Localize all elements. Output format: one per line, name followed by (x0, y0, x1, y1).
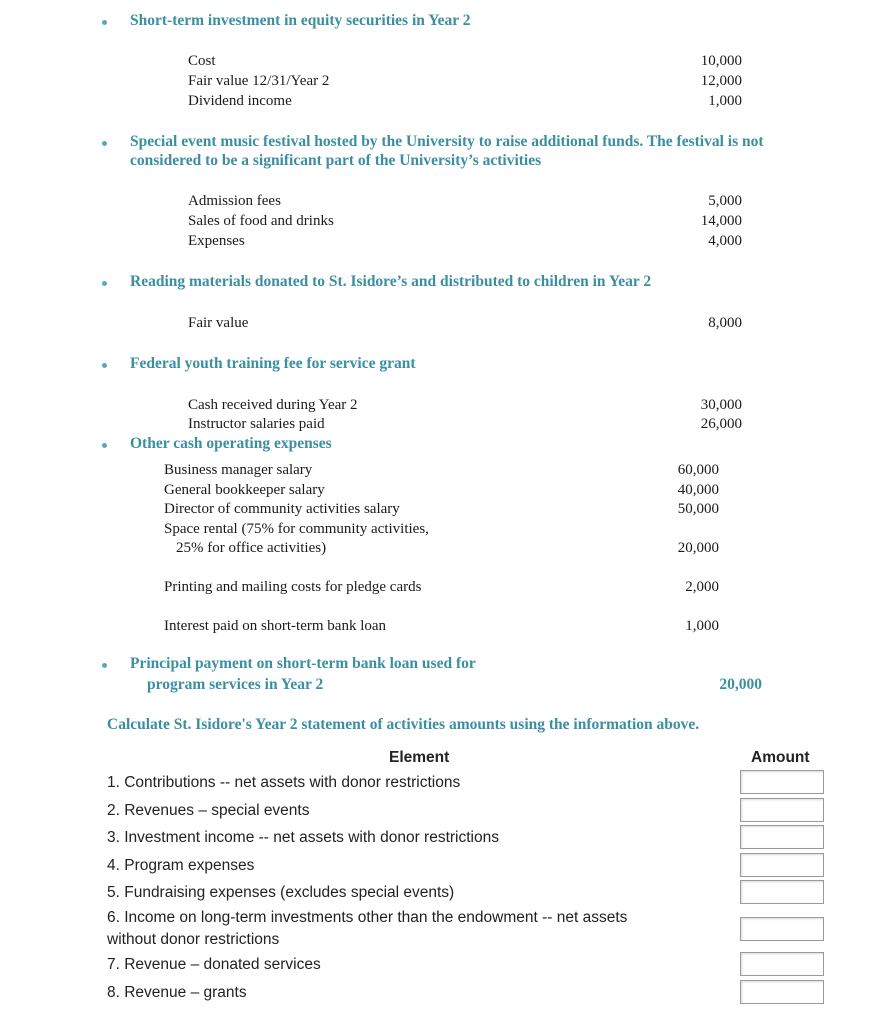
amount-input-8[interactable] (740, 980, 824, 1004)
other-line-printing: Printing and mailing costs for pledge cards (164, 579, 422, 595)
investment-value-dividend: 1,000 (708, 93, 742, 109)
amount-input-1[interactable] (740, 770, 824, 794)
principal-heading-line2: program services in Year 2 (147, 676, 324, 693)
festival-heading-line1: Special event music festival hosted by the University to raise additional funds. The festival is not (130, 133, 764, 150)
festival-value-expenses: 4,000 (708, 233, 742, 249)
reading-heading: Reading materials donated to St. Isidore’s and distributed to children in Year 2 (130, 273, 652, 290)
amount-input-6[interactable] (740, 917, 824, 941)
element-item-1: 1. Contributions -- net assets with donor restrictions (107, 774, 461, 791)
element-item-5: 5. Fundraising expenses (excludes special events) (107, 884, 455, 901)
amount-input-7[interactable] (740, 952, 824, 976)
investment-value-fair-value: 12,000 (700, 73, 742, 89)
element-item-8: 8. Revenue – grants (107, 984, 247, 1001)
investment-line-cost: Cost (188, 53, 216, 69)
other-line-interest: Interest paid on short-term bank loan (164, 618, 387, 634)
other-line-space-rental-cont: 25% for office activities) (176, 540, 327, 556)
element-item-7: 7. Revenue – donated services (107, 956, 321, 973)
element-item-3: 3. Investment income -- net assets with donor restrictions (107, 829, 499, 846)
element-header: Element (389, 749, 450, 766)
festival-line-expenses: Expenses (188, 233, 245, 249)
festival-value-admission: 5,000 (708, 193, 742, 209)
element-item-4: 4. Program expenses (107, 857, 255, 874)
amount-header: Amount (751, 749, 810, 766)
other-line-bookkeeper: General bookkeeper salary (164, 482, 325, 498)
reading-line-fair-value: Fair value (188, 315, 249, 331)
investment-heading: Short-term investment in equity securities in Year 2 (130, 12, 471, 29)
investment-value-cost: 10,000 (700, 53, 742, 69)
instruction-text: Calculate St. Isidore's Year 2 statement of activities amounts using the information above. (107, 716, 700, 733)
festival-line-admission: Admission fees (188, 193, 281, 209)
bullet-icon (102, 281, 107, 286)
reading-value-fair-value: 8,000 (708, 315, 742, 331)
festival-line-food: Sales of food and drinks (188, 213, 334, 229)
festival-heading-line2: considered to be a significant part of the University’s activities (130, 152, 542, 169)
element-item-6-cont: without donor restrictions (107, 931, 280, 948)
bullet-icon (102, 363, 107, 368)
festival-value-food: 14,000 (700, 213, 742, 229)
amount-input-5[interactable] (740, 880, 824, 904)
bullet-icon (102, 443, 107, 448)
federal-value-salaries: 26,000 (700, 416, 742, 432)
other-line-business-manager: Business manager salary (164, 462, 313, 478)
federal-line-salaries: Instructor salaries paid (188, 416, 325, 432)
other-heading: Other cash operating expenses (130, 435, 332, 452)
amount-input-4[interactable] (740, 853, 824, 877)
principal-value: 20,000 (719, 676, 762, 693)
other-line-director: Director of community activities salary (164, 501, 400, 517)
other-value-bookkeeper: 40,000 (677, 482, 719, 498)
element-item-2: 2. Revenues – special events (107, 802, 310, 819)
other-value-space-rental: 20,000 (677, 540, 719, 556)
bullet-icon (102, 141, 107, 146)
principal-heading-line1: Principal payment on short-term bank loan used for (130, 655, 476, 672)
bullet-icon (102, 20, 107, 25)
other-value-business-manager: 60,000 (677, 462, 719, 478)
other-line-space-rental: Space rental (75% for community activities, (164, 521, 429, 537)
federal-value-cash: 30,000 (700, 397, 742, 413)
investment-line-dividend: Dividend income (188, 93, 292, 109)
bullet-icon (102, 663, 107, 668)
other-value-printing: 2,000 (685, 579, 719, 595)
other-value-director: 50,000 (677, 501, 719, 517)
element-item-6: 6. Income on long-term investments other than the endowment -- net assets (107, 909, 628, 926)
other-value-interest: 1,000 (685, 618, 719, 634)
federal-heading: Federal youth training fee for service grant (130, 355, 416, 372)
amount-input-3[interactable] (740, 825, 824, 849)
amount-input-2[interactable] (740, 798, 824, 822)
investment-line-fair-value: Fair value 12/31/Year 2 (188, 73, 330, 89)
federal-line-cash: Cash received during Year 2 (188, 397, 358, 413)
